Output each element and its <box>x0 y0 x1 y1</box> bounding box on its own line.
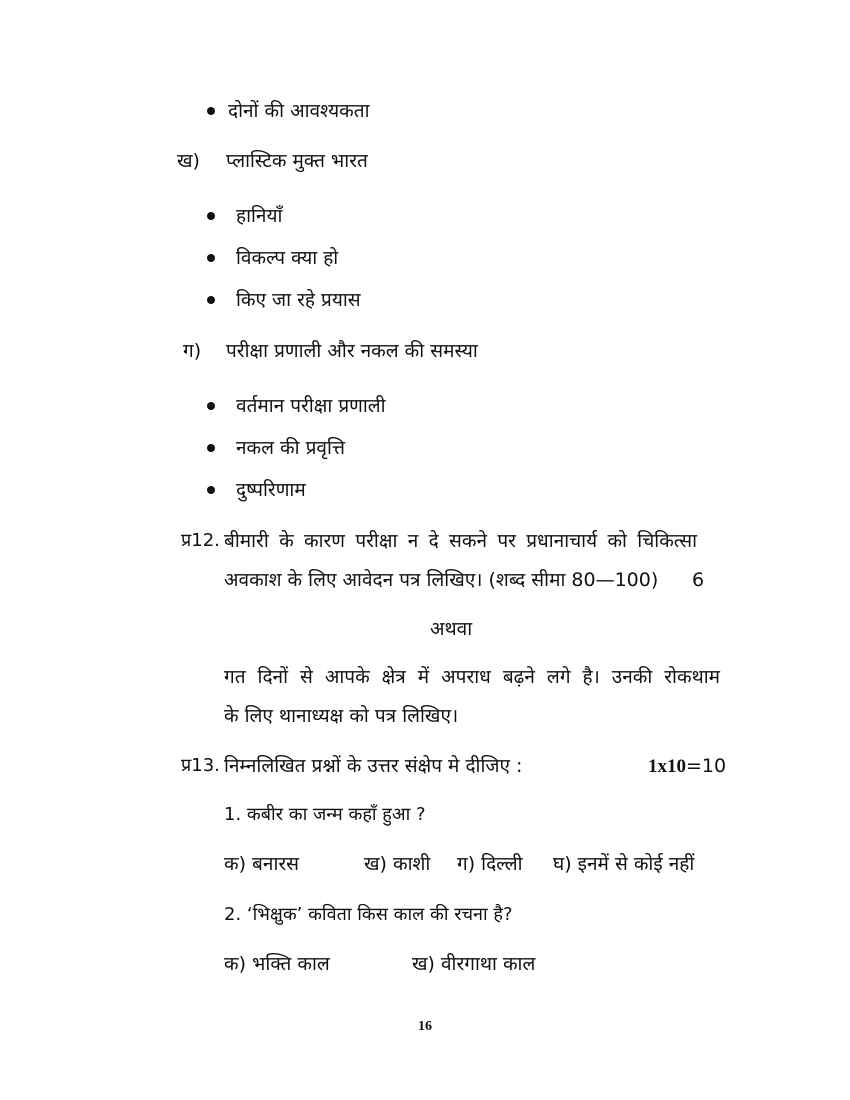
bullet-item: दोनों की आवश्यकता <box>228 100 370 122</box>
or-divider: अथवा <box>430 618 473 640</box>
bullet-item: विकल्प क्या हो <box>236 247 339 269</box>
question-text: के लिए थानाध्यक्ष को पत्र लिखिए। <box>224 705 459 727</box>
bullet-icon <box>207 212 215 220</box>
option-item: ख) काशी <box>364 853 431 875</box>
bullet-item: नकल की प्रवृत्ति <box>236 437 346 459</box>
section-title: प्लास्टिक मुक्त भारत <box>226 150 368 172</box>
question-text: बीमारी के कारण परीक्षा न दे सकने पर प्रधानाचार्य को चिकित्सा <box>224 530 697 552</box>
bullet-icon <box>207 444 215 452</box>
marks-total: =10 <box>686 755 727 777</box>
question-marks <box>648 754 726 779</box>
bullet-item: वर्तमान परीक्षा प्रणाली <box>236 395 386 417</box>
section-label: ख) <box>177 150 200 172</box>
sub-question: 1. कबीर का जन्म कहाँ हुआ ? <box>224 804 426 825</box>
bullet-icon <box>207 254 215 262</box>
bullet-icon <box>207 486 215 494</box>
question-marks: 6 <box>692 569 705 591</box>
question-text: अवकाश के लिए आवेदन पत्र लिखिए। (शब्द सीमा 80—100) <box>224 569 659 591</box>
question-text: गत दिनों से आपके क्षेत्र में अपराध बढ़ने लगे है। उनकी रोकथाम <box>224 666 720 688</box>
option-item: क) भक्ति काल <box>224 953 330 975</box>
question-number: प्र13. <box>181 755 220 776</box>
bullet-item: किए जा रहे प्रयास <box>236 289 361 311</box>
section-title: परीक्षा प्रणाली और नकल की समस्या <box>226 340 478 362</box>
bullet-icon <box>207 296 215 304</box>
option-item: क) बनारस <box>224 853 299 875</box>
section-label: ग) <box>183 340 202 362</box>
page-number: 16 <box>418 1019 432 1034</box>
option-item: ग) दिल्ली <box>457 853 523 875</box>
marks-multiplier: 1x10 <box>648 756 686 777</box>
bullet-item: दुष्परिणाम <box>236 479 306 501</box>
sub-question: 2. ‘भिक्षुक’ कविता किस काल की रचना है? <box>224 904 513 925</box>
bullet-icon <box>207 107 215 115</box>
bullet-icon <box>207 402 215 410</box>
option-item: ख) वीरगाथा काल <box>412 953 536 975</box>
question-number: प्र12. <box>181 530 220 551</box>
option-item: घ) इनमें से कोई नहीं <box>553 853 695 875</box>
question-instruction: निम्नलिखित प्रश्नों के उत्तर संक्षेप मे दीजिए : <box>224 755 523 777</box>
bullet-item: हानियाँ <box>236 205 283 227</box>
